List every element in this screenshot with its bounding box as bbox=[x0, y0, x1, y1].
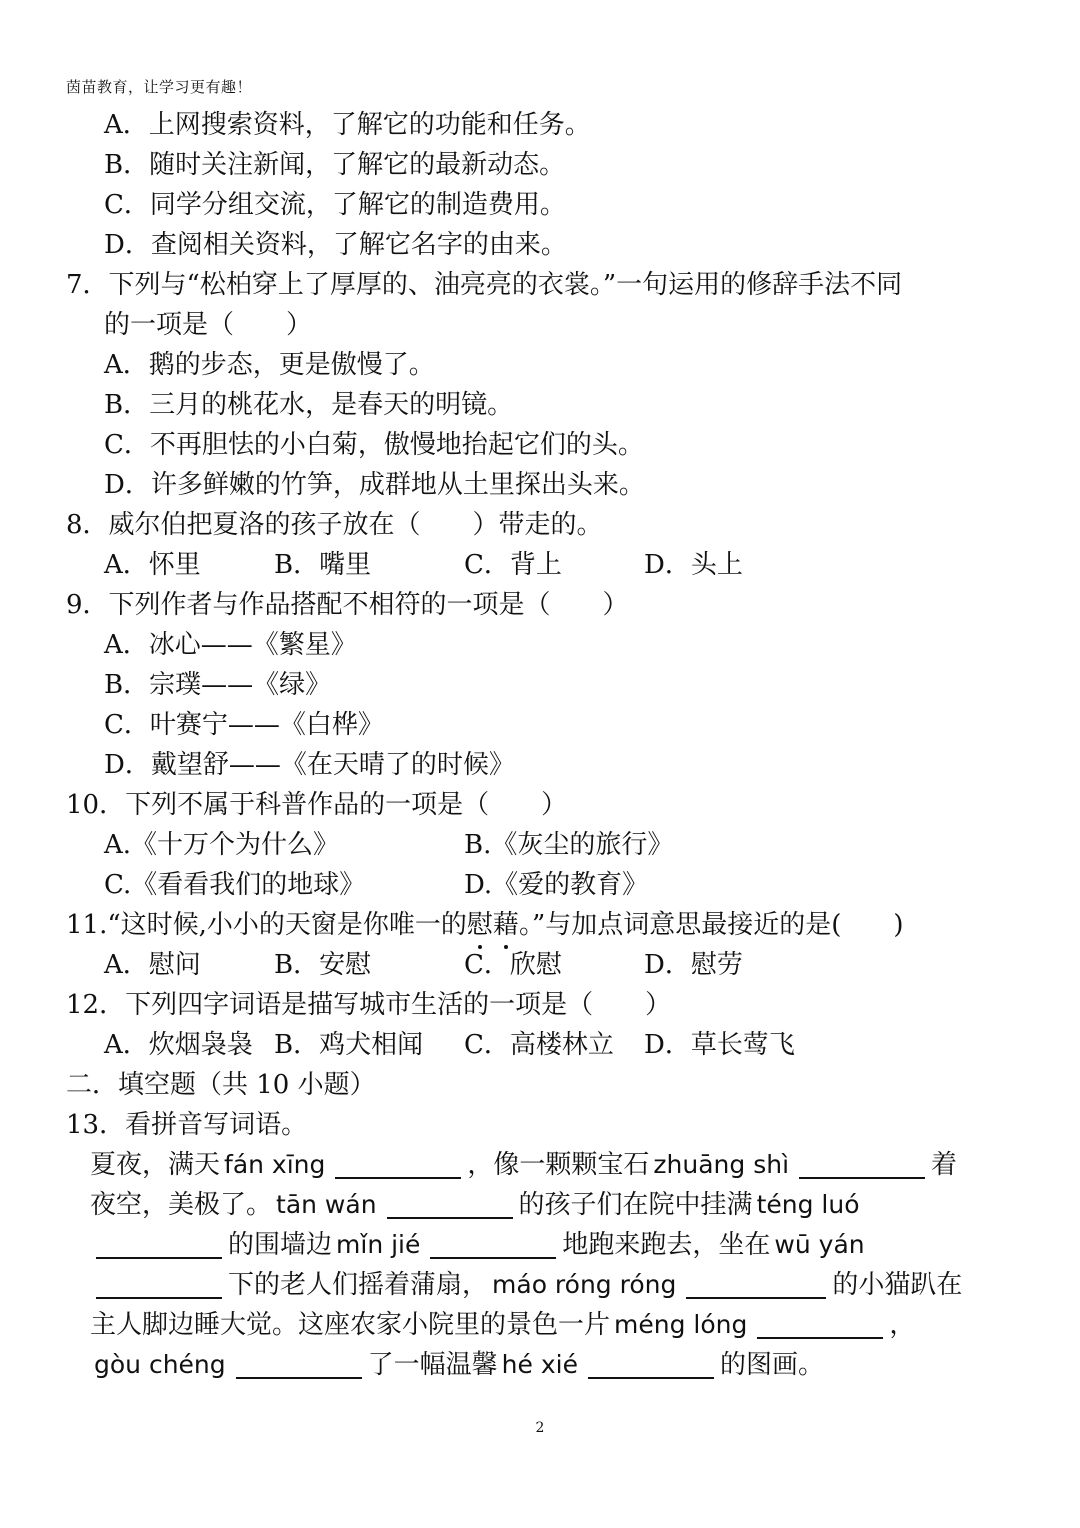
q13-text: 夜空，美极了。 bbox=[90, 1190, 273, 1220]
pinyin: mǐn jié bbox=[336, 1230, 421, 1259]
q10-option-c: C.《看看我们的地球》 bbox=[104, 870, 366, 900]
q13-text: ，像一颗颗宝石 bbox=[467, 1150, 650, 1180]
q7-option-d: D．许多鲜嫩的竹笋，成群地从土里探出头来。 bbox=[104, 470, 645, 500]
q6-option-c: C．同学分组交流，了解它的制造费用。 bbox=[104, 190, 566, 220]
q8-option-b: B．嘴里 bbox=[274, 550, 372, 580]
q7-option-b: B．三月的桃花水，是春天的明镜。 bbox=[104, 390, 514, 420]
q12-option-d: D．草长莺飞 bbox=[644, 1030, 795, 1060]
q13-text: 夏夜，满天 bbox=[90, 1150, 221, 1180]
answer-blank-5[interactable] bbox=[430, 1231, 556, 1259]
page-number: 2 bbox=[535, 1420, 545, 1436]
q11-stem-before: 11.“这时候,小小的天窗是你唯一的 bbox=[66, 910, 467, 940]
q9-stem: 9．下列作者与作品搭配不相符的一项是（ ） bbox=[66, 590, 629, 620]
q9-option-a: A．冰心——《繁星》 bbox=[104, 630, 357, 660]
q11-stem bbox=[66, 908, 904, 942]
q13-text: 的孩子们在院中挂满 bbox=[518, 1190, 753, 1220]
section-fill-in-heading: 二．填空题（共 10 小题） bbox=[66, 1070, 376, 1100]
q6-option-b: B．随时关注新闻，了解它的最新动态。 bbox=[104, 150, 566, 180]
q13-text: 下的老人们摇着蒲扇， bbox=[228, 1270, 489, 1300]
q6-option-a: A．上网搜索资料，了解它的功能和任务。 bbox=[104, 110, 591, 140]
q12-option-c: C．高楼林立 bbox=[464, 1030, 614, 1060]
q7-stem-line1: 7．下列与“松柏穿上了厚厚的、油亮亮的衣裳。”一句运用的修辞手法不同 bbox=[66, 270, 903, 300]
page-header: 茵苗教育，让学习更有趣！ bbox=[66, 78, 253, 96]
q13-text: 的小猫趴在 bbox=[832, 1270, 963, 1300]
q8-option-a: A．怀里 bbox=[104, 550, 201, 580]
q13-line-4 bbox=[90, 1268, 962, 1302]
q7-option-c: C．不再胆怯的小白菊，傲慢地抬起它们的头。 bbox=[104, 430, 644, 460]
q7-option-a: A．鹅的步态，更是傲慢了。 bbox=[104, 350, 435, 380]
q13-line-2 bbox=[90, 1188, 864, 1222]
answer-blank-9[interactable] bbox=[236, 1351, 362, 1379]
q11-option-d: D．慰劳 bbox=[644, 950, 743, 980]
pinyin: hé xié bbox=[501, 1350, 578, 1379]
q13-text: 着 bbox=[931, 1150, 958, 1180]
pinyin: zhuāng shì bbox=[653, 1150, 790, 1179]
pinyin: tān wán bbox=[276, 1190, 377, 1219]
q13-text: 主人脚边睡大觉。这座农家小院里的景色一片 bbox=[90, 1310, 611, 1340]
q12-stem: 12．下列四字词语是描写城市生活的一项是（ ） bbox=[66, 990, 672, 1020]
q8-option-d: D．头上 bbox=[644, 550, 743, 580]
q11-option-a: A．慰问 bbox=[104, 950, 201, 980]
pinyin: wū yán bbox=[774, 1230, 865, 1259]
q13-text: ， bbox=[889, 1310, 916, 1340]
answer-blank-10[interactable] bbox=[588, 1351, 714, 1379]
q9-option-c: C．叶赛宁——《白桦》 bbox=[104, 710, 384, 740]
answer-blank-6[interactable] bbox=[96, 1271, 222, 1299]
answer-blank-3[interactable] bbox=[387, 1191, 513, 1219]
q10-option-b: B.《灰尘的旅行》 bbox=[464, 830, 674, 860]
q13-stem: 13．看拼音写词语。 bbox=[66, 1110, 308, 1140]
q9-option-b: B．宗璞——《绿》 bbox=[104, 670, 332, 700]
q7-stem-line2: 的一项是（ ） bbox=[104, 310, 313, 340]
q13-text: 了一幅温馨 bbox=[367, 1350, 498, 1380]
q9-option-d: D．戴望舒——《在天晴了的时候》 bbox=[104, 750, 515, 780]
q11-option-b: B．安慰 bbox=[274, 950, 372, 980]
q12-option-a: A．炊烟袅袅 bbox=[104, 1030, 253, 1060]
q8-stem: 8．威尔伯把夏洛的孩子放在（ ）带走的。 bbox=[66, 510, 603, 540]
answer-blank-1[interactable] bbox=[335, 1151, 461, 1179]
q11-option-c: C．欣慰 bbox=[464, 950, 562, 980]
answer-blank-7[interactable] bbox=[686, 1271, 826, 1299]
q10-option-a: A.《十万个为什么》 bbox=[104, 830, 340, 860]
pinyin: méng lóng bbox=[614, 1310, 748, 1339]
answer-blank-4[interactable] bbox=[96, 1231, 222, 1259]
q10-option-d: D.《爱的教育》 bbox=[464, 870, 649, 900]
q13-line-1 bbox=[90, 1148, 957, 1182]
pinyin: gòu chéng bbox=[94, 1350, 226, 1379]
q11-dotted-char-2: 藉 bbox=[492, 910, 519, 940]
q13-text: 地跑来跑去，坐在 bbox=[562, 1230, 771, 1260]
q13-line-6 bbox=[90, 1348, 824, 1382]
answer-blank-2[interactable] bbox=[799, 1151, 925, 1179]
pinyin: fán xīng bbox=[224, 1150, 326, 1179]
q10-stem: 10．下列不属于科普作品的一项是（ ） bbox=[66, 790, 568, 820]
q13-text: 的围墙边 bbox=[228, 1230, 333, 1260]
q13-line-3 bbox=[90, 1228, 869, 1262]
q11-dotted-char-1: 慰 bbox=[466, 910, 493, 940]
q8-option-c: C．背上 bbox=[464, 550, 562, 580]
pinyin: téng luó bbox=[756, 1190, 860, 1219]
q12-option-b: B．鸡犬相闻 bbox=[274, 1030, 424, 1060]
q11-stem-after: 。”与加点词意思最接近的是( ) bbox=[518, 910, 904, 940]
pinyin: máo róng róng bbox=[492, 1270, 677, 1299]
q6-option-d: D．查阅相关资料，了解它名字的由来。 bbox=[104, 230, 567, 260]
q13-text: 的图画。 bbox=[719, 1350, 824, 1380]
q13-line-5 bbox=[90, 1308, 915, 1342]
answer-blank-8[interactable] bbox=[757, 1311, 883, 1339]
